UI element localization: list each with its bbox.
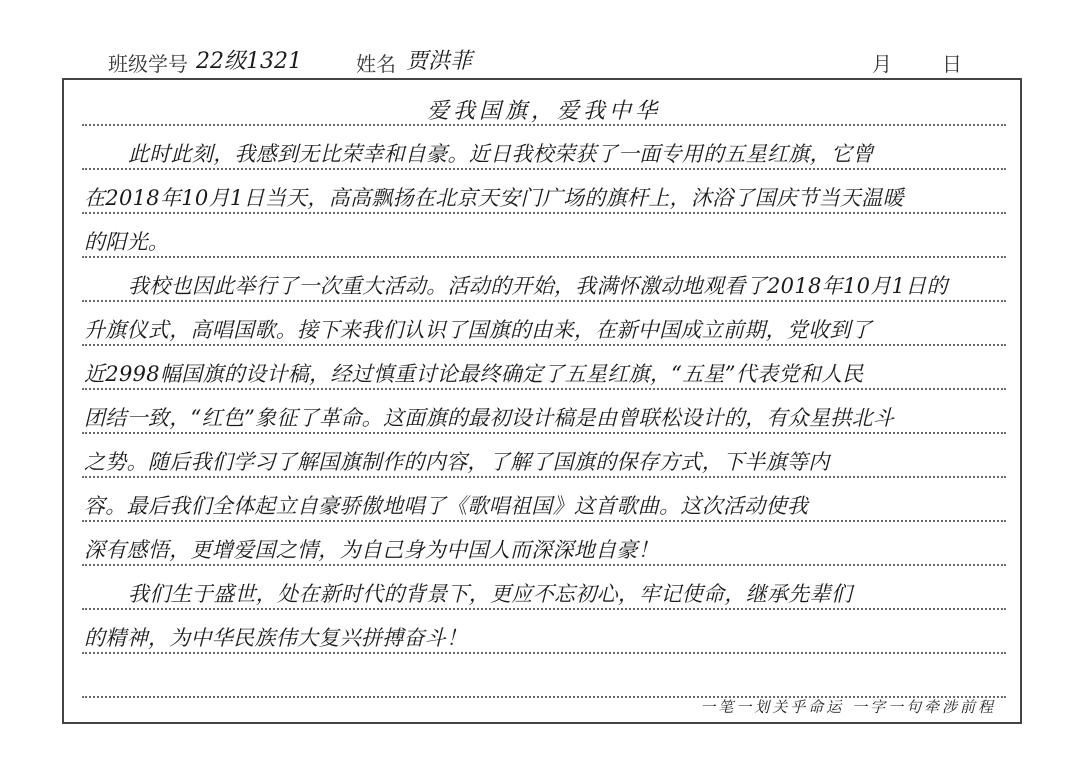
essay-line: 我们生于盛世，处在新时代的背景下，更应不忘初心，牢记使命，继承先辈们 bbox=[128, 582, 853, 606]
essay-line: 的精神，为中华民族伟大复兴拼搏奋斗！ bbox=[84, 626, 468, 650]
writing-frame bbox=[62, 78, 1022, 724]
ruled-line bbox=[82, 388, 1006, 390]
ruled-line bbox=[82, 520, 1006, 522]
ruled-line bbox=[82, 256, 1006, 258]
month-label: 月 bbox=[872, 52, 892, 76]
essay-line: 容。最后我们全体起立自豪骄傲地唱了《歌唱祖国》这首歌曲。这次活动使我 bbox=[84, 494, 809, 518]
essay-line: 升旗仪式，高唱国歌。接下来我们认识了国旗的由来，在新中国成立前期，党收到了 bbox=[84, 318, 873, 342]
class-id-label: 班级学号 bbox=[108, 52, 188, 76]
name-value: 贾洪菲 bbox=[406, 49, 473, 74]
essay-line: 近2998幅国旗的设计稿，经过慎重讨论最终确定了五星红旗，“五星”代表党和人民 bbox=[84, 362, 864, 386]
ruled-line bbox=[82, 344, 1006, 346]
ruled-line bbox=[82, 564, 1006, 566]
ruled-line bbox=[82, 168, 1006, 170]
essay-line: 之势。随后我们学习了解国旗制作的内容，了解了国旗的保存方式，下半旗等内 bbox=[84, 450, 830, 474]
ruled-line bbox=[82, 432, 1006, 434]
essay-line: 的阳光。 bbox=[84, 230, 170, 254]
day-label: 日 bbox=[942, 52, 962, 76]
ruled-line bbox=[82, 476, 1006, 478]
essay-line: 此时此刻，我感到无比荣幸和自豪。近日我校荣获了一面专用的五星红旗，它曾 bbox=[128, 142, 874, 166]
class-id-value: 22级1321 bbox=[196, 49, 302, 74]
name-label: 姓名 bbox=[356, 52, 396, 76]
essay-line: 深有感悟，更增爱国之情，为自己身为中国人而深深地自豪！ bbox=[84, 538, 660, 562]
footer-motto: 一笔一划关乎命运 一字一句牵涉前程 bbox=[700, 698, 996, 716]
ruled-line bbox=[82, 212, 1006, 214]
essay-line: 团结一致，“红色”象征了革命。这面旗的最初设计稿是由曾联松设计的，有众星拱北斗 bbox=[84, 406, 895, 430]
ruled-line bbox=[82, 300, 1006, 302]
ruled-line bbox=[82, 608, 1006, 610]
ruled-line bbox=[82, 652, 1006, 654]
essay-line: 在2018年10月1日当天，高高飘扬在北京天安门广场的旗杆上，沐浴了国庆节当天温暖 bbox=[84, 186, 904, 210]
essay-title: 爱我国旗，爱我中华 bbox=[426, 99, 661, 124]
essay-line: 我校也因此举行了一次重大活动。活动的开始，我满怀激动地观看了2018年10月1日的 bbox=[128, 274, 948, 298]
